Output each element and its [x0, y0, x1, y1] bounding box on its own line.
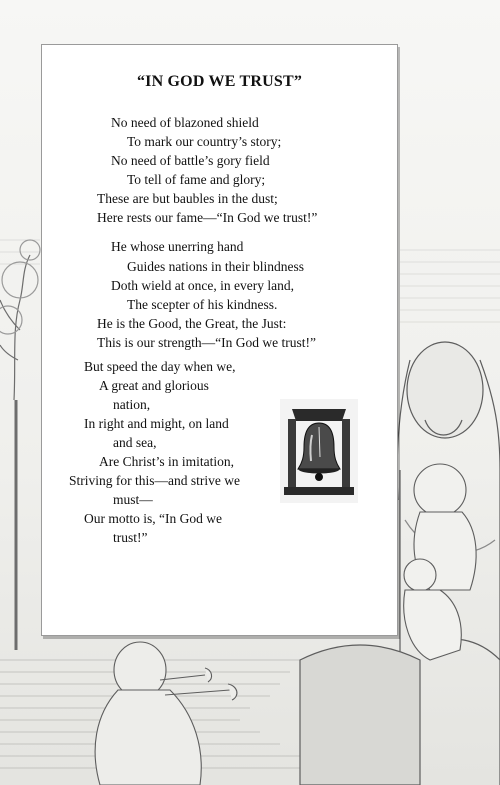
stanza2-line5: He is the Good, the Great, the Just:	[97, 316, 287, 331]
stanza1-line5: These are but baubles in the dust;	[97, 191, 278, 206]
stanza3-line5: and sea,	[113, 435, 157, 450]
stanza3-line9: Our motto is, “In God we	[84, 511, 222, 526]
stanza3-line6: Are Christ’s in imitation,	[99, 454, 234, 469]
stanza3-line7: Striving for this—and strive we	[69, 473, 240, 488]
stanza2-line3: Doth wield at once, in every land,	[111, 278, 294, 293]
stanza2-line6: This is our strength—“In God we trust!”	[97, 335, 316, 350]
liberty-bell-icon	[278, 399, 360, 503]
stanza3-line10: trust!”	[113, 530, 148, 545]
stanza1-line4: To tell of fame and glory;	[127, 172, 266, 187]
stanza3-line4: In right and might, on land	[84, 416, 229, 431]
stanza1-line1: No need of blazoned shield	[111, 115, 259, 130]
left-tree	[0, 240, 40, 650]
poem-title: “IN GOD WE TRUST”	[136, 73, 303, 90]
stanza2-line4: The scepter of his kindness.	[127, 297, 278, 312]
stanza2-line1: He whose unerring hand	[111, 239, 244, 254]
stanza1-line3: No need of battle’s gory field	[111, 153, 270, 168]
stanza1-line2: To mark our country’s story;	[127, 134, 282, 149]
poem-card	[41, 44, 398, 636]
child-figure	[404, 464, 476, 660]
stanza1-line6: Here rests our fame—“In God we trust!”	[97, 210, 318, 225]
kneeling-child	[95, 642, 237, 785]
stanza3-line1: But speed the day when we,	[84, 359, 236, 374]
stanza3-line8: must—	[113, 492, 153, 507]
stanza2-line2: Guides nations in their blindness	[127, 259, 304, 274]
stanza3-line2: A great and glorious	[99, 378, 209, 393]
stanza3-line3: nation,	[113, 397, 151, 412]
